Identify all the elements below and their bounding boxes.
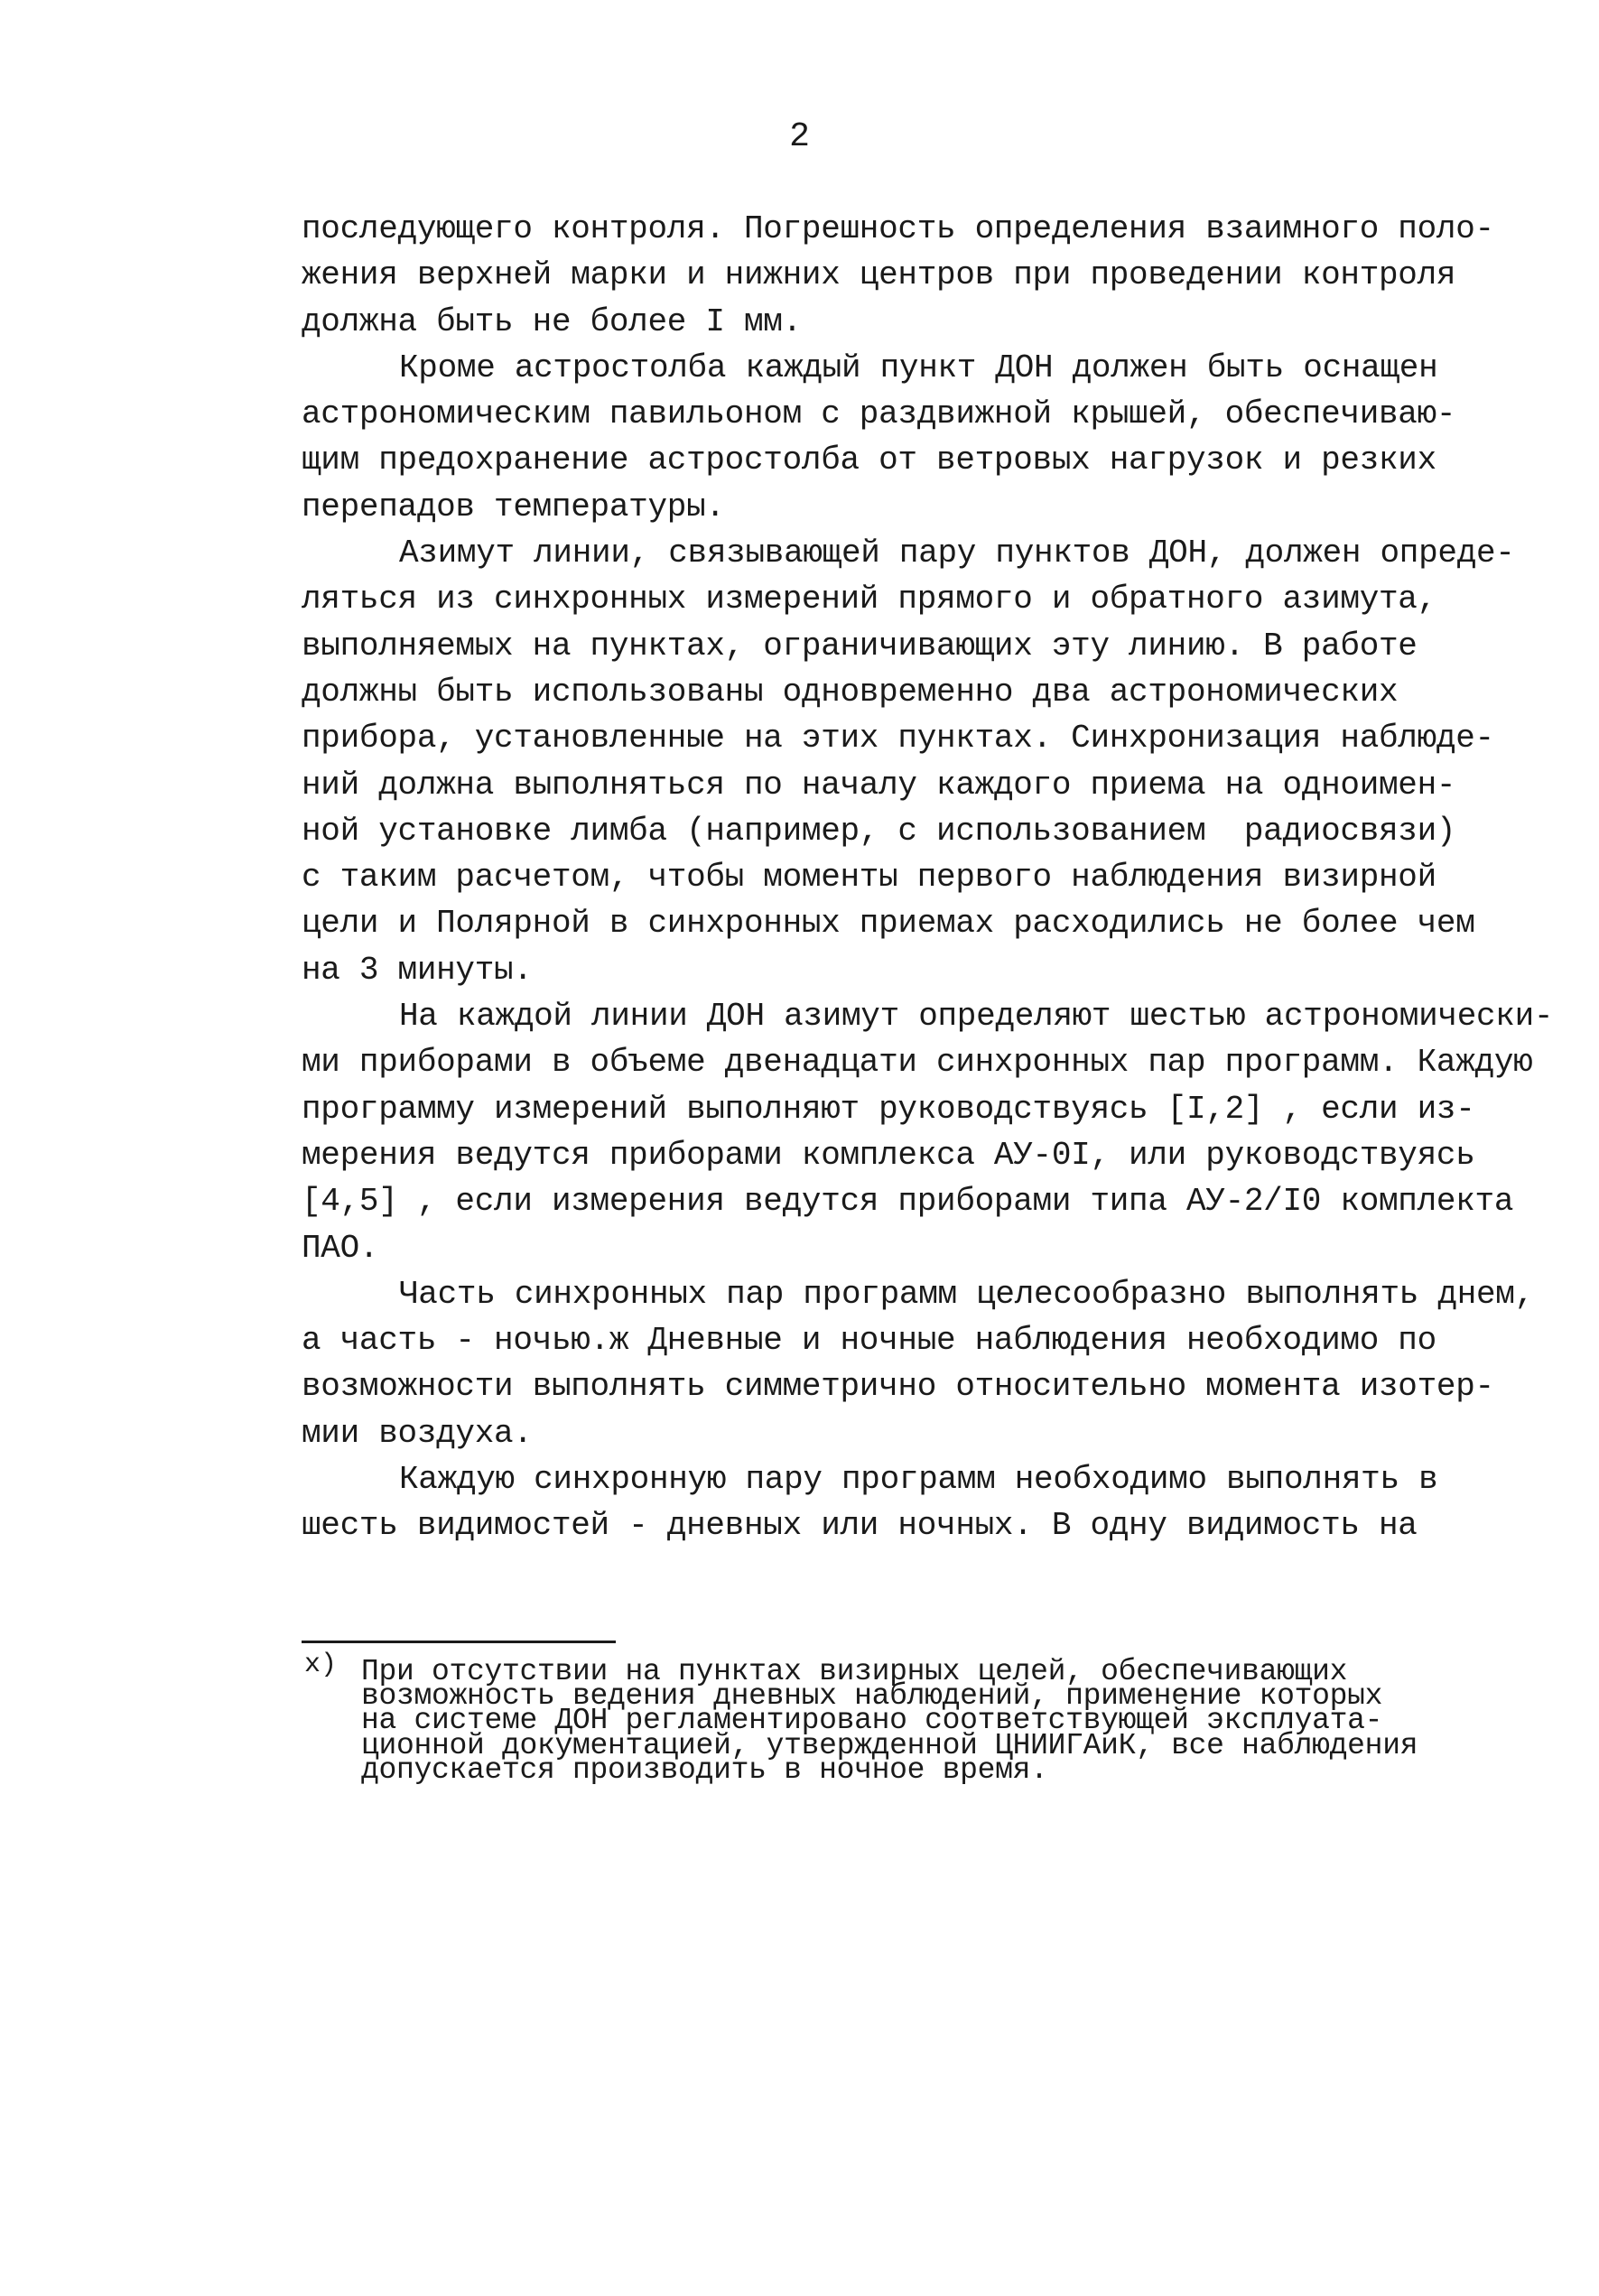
footnote-text bbox=[361, 1655, 1535, 1787]
text-line: Каждую синхронную пару программ необходимо выполнять в bbox=[399, 1461, 1438, 1499]
footnote-line: допускается производить в ночное время. bbox=[361, 1752, 1048, 1787]
text-line: возможности выполнять симметрично относительно момента изотер- bbox=[302, 1368, 1494, 1406]
text-line: прибора, установленные на этих пунктах. Синхронизация наблюде- bbox=[302, 720, 1494, 758]
text-line: ПАО. bbox=[302, 1229, 379, 1267]
text-line: мии воздуха. bbox=[302, 1414, 533, 1452]
text-line: цели и Полярной в синхронных приемах расходились не более чем bbox=[302, 905, 1475, 943]
text-line: должны быть использованы одновременно два астрономических bbox=[302, 673, 1399, 711]
text-line: Азимут линии, связывающей пару пунктов ДОН, должен опреде- bbox=[399, 534, 1515, 572]
text-line: шесть видимостей - дневных или ночных. В одну видимость на bbox=[302, 1507, 1418, 1545]
footnote-line: При отсутствии на пунктах визирных целей, обеспечивающих bbox=[361, 1655, 1348, 1688]
text-line: выполняемых на пунктах, ограничивающих эту линию. В работе bbox=[302, 627, 1418, 665]
text-line: ной установке лимба (например, с использованием радиосвязи) bbox=[302, 812, 1456, 850]
text-line: ний должна выполняться по началу каждого приема на одноимен- bbox=[302, 766, 1456, 804]
text-line: щим предохранение астростолба от ветровых нагрузок и резких bbox=[302, 442, 1436, 479]
page-number: 2 bbox=[789, 117, 810, 156]
footnote-line: возможность ведения дневных наблюдений, применение которых bbox=[361, 1679, 1383, 1714]
text-line: перепадов температуры. bbox=[302, 488, 725, 525]
text-line: ми приборами в объеме двенадцати синхронных пар программ. Каждую bbox=[302, 1044, 1533, 1082]
footnote-divider bbox=[302, 1641, 616, 1643]
text-line: Часть синхронных пар программ целесообразно выполнять днем, bbox=[399, 1275, 1534, 1313]
text-line: а часть - ночью.ж Дневные и ночные наблюдения необходимо по bbox=[302, 1322, 1436, 1360]
text-line: Кроме астростолба каждый пункт ДОН должен быть оснащен bbox=[399, 349, 1438, 386]
text-line: [4,5] , если измерения ведутся приборами типа АУ-2/I0 комплекта bbox=[302, 1183, 1514, 1221]
text-line: должна быть не более I мм. bbox=[302, 302, 802, 340]
text-line: на 3 минуты. bbox=[302, 951, 533, 989]
text-line: жения верхней марки и нижних центров при проведении контроля bbox=[302, 256, 1456, 294]
text-line: На каждой линии ДОН азимут определяют шестью астрономически- bbox=[399, 998, 1554, 1036]
text-line: последующего контроля. Погрешность определения взаимного поло- bbox=[302, 210, 1494, 247]
footnote-line: ционной документацией, утвержденной ЦНИИГАиК, все наблюдения bbox=[361, 1728, 1418, 1762]
body-text bbox=[302, 206, 1554, 1549]
text-line: ляться из синхронных измерений прямого и обратного азимута, bbox=[302, 581, 1436, 618]
footnote-marker: х) bbox=[304, 1650, 338, 1680]
footnote-line: на системе ДОН регламентировано соответствующей эксплуата- bbox=[361, 1704, 1383, 1738]
text-line: астрономическим павильоном с раздвижной крышей, обеспечиваю- bbox=[302, 395, 1456, 433]
text-line: программу измерений выполняют руководствуясь [I,2] , если из- bbox=[302, 1090, 1475, 1128]
text-line: с таким расчетом, чтобы моменты первого наблюдения визирной bbox=[302, 859, 1436, 897]
text-line: мерения ведутся приборами комплекса АУ-0I, или руководствуясь bbox=[302, 1136, 1475, 1174]
